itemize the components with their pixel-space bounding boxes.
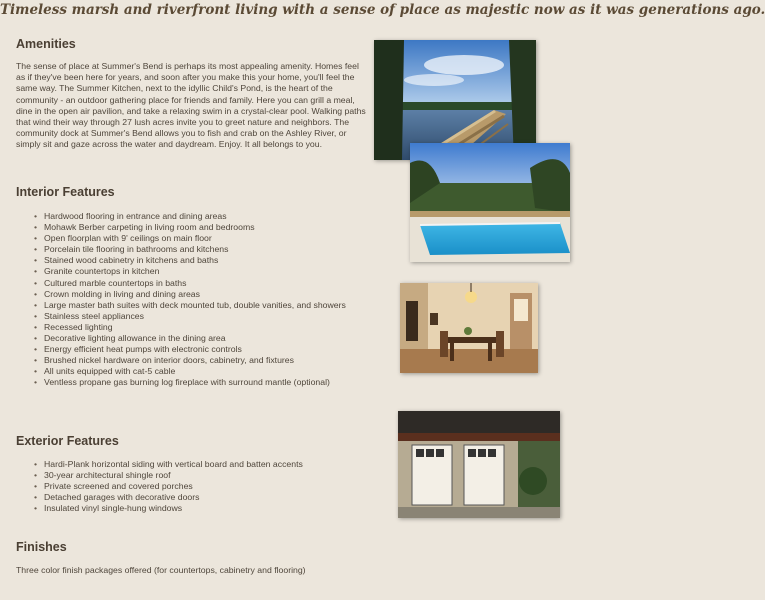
tagline: Timeless marsh and riverfront living with a sense of place as majestic now as it was generations ago. bbox=[0, 2, 765, 18]
finishes-heading: Finishes bbox=[16, 540, 67, 554]
list-item: • Mohawk Berber carpeting in living room and bedrooms bbox=[16, 222, 356, 233]
exterior-features-list bbox=[16, 459, 356, 514]
list-item: • Energy efficient heat pumps with electronic controls bbox=[16, 344, 356, 355]
list-item: • All units equipped with cat-5 cable bbox=[16, 366, 356, 377]
list-item: • Brushed nickel hardware on interior doors, cabinetry, and fixtures bbox=[16, 355, 356, 366]
list-item: • 30-year architectural shingle roof bbox=[16, 470, 356, 481]
dining-room-photo bbox=[400, 283, 538, 373]
list-item: • Hardi-Plank horizontal siding with vertical board and batten accents bbox=[16, 459, 356, 470]
list-item: • Insulated vinyl single-hung windows bbox=[16, 503, 356, 514]
list-item: • Porcelain tile flooring in bathrooms and kitchens bbox=[16, 244, 356, 255]
list-item: • Decorative lighting allowance in the dining area bbox=[16, 333, 356, 344]
list-item: • Stained wood cabinetry in kitchens and baths bbox=[16, 255, 356, 266]
list-item: • Granite countertops in kitchen bbox=[16, 266, 356, 277]
list-item: • Cultured marble countertops in baths bbox=[16, 278, 356, 289]
list-item: • Hardwood flooring in entrance and dining areas bbox=[16, 211, 356, 222]
garage-photo bbox=[398, 411, 560, 518]
pool-photo bbox=[410, 143, 570, 262]
exterior-features-heading: Exterior Features bbox=[16, 434, 119, 448]
list-item: • Stainless steel appliances bbox=[16, 311, 356, 322]
amenities-text: The sense of place at Summer's Bend is perhaps its most appealing amenity. Homes feel as if they've been here for years, and soon after you make this your home, you'll feel the same way. The Summer Kitchen, next to the idyllic Child's Pond, is the heart of the community - an outdoor gathering place for friends and family. Here you can grill a meal, dine in the open air pavilion, and take a relaxing swim in a crystal-clear pool. Walking paths that wind their way through 27 lush acres invite you to greet nature and neighbors. The community dock at Summer's Bend allows you to fish and crab on the Ashley River, or simply sit and gaze across the water and daydream. Enjoy. It all belongs to you. bbox=[16, 61, 366, 150]
list-item: • Open floorplan with 9' ceilings on main floor bbox=[16, 233, 356, 244]
dock-photo bbox=[374, 40, 536, 160]
interior-features-heading: Interior Features bbox=[16, 185, 115, 199]
list-item: • Private screened and covered porches bbox=[16, 481, 356, 492]
list-item: • Large master bath suites with deck mounted tub, double vanities, and showers bbox=[16, 300, 356, 311]
finishes-text: Three color finish packages offered (for countertops, cabinetry and flooring) bbox=[16, 565, 306, 575]
list-item: • Recessed lighting bbox=[16, 322, 356, 333]
list-item: • Ventless propane gas burning log fireplace with surround mantle (optional) bbox=[16, 377, 356, 388]
interior-features-list bbox=[16, 211, 356, 389]
list-item: • Crown molding in living and dining areas bbox=[16, 289, 356, 300]
list-item: • Detached garages with decorative doors bbox=[16, 492, 356, 503]
amenities-heading: Amenities bbox=[16, 37, 76, 51]
